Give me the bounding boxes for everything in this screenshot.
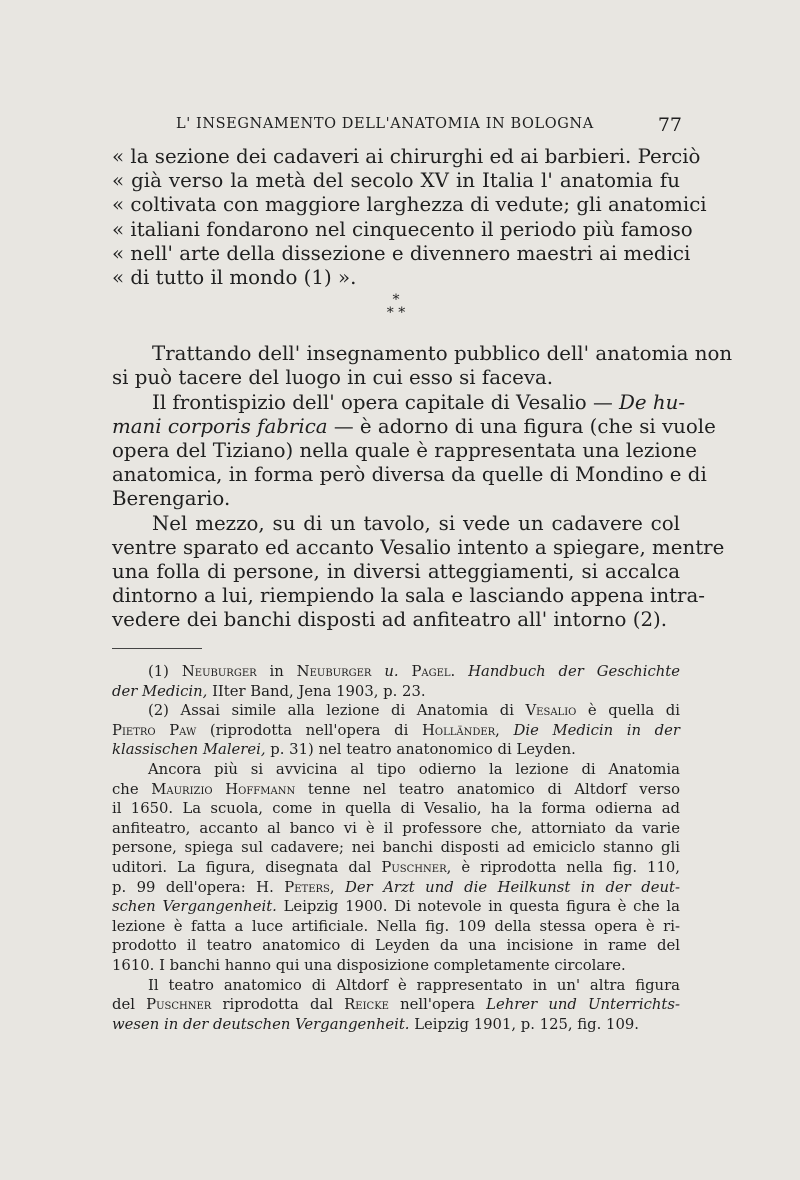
running-title: L' INSEGNAMENTO DELL'ANATOMIA IN BOLOGNA — [176, 116, 594, 132]
text-run: Assai simile alla lezione di Anatomia di — [180, 702, 514, 720]
italic-title: mani corporis fabrica — [112, 414, 328, 438]
author-name: Neuburger — [296, 663, 372, 680]
text-run: riprodotta dal — [222, 996, 333, 1014]
text-run: che — [112, 780, 139, 798]
quote-line: « di tutto il mondo (1) ». — [112, 266, 357, 290]
author-name: Reicke — [344, 996, 389, 1014]
italic-title: De hu- — [619, 390, 686, 414]
author-name: Maurizio Hoffmann — [151, 780, 296, 798]
book-title: Lehrer und Unterrichts- — [486, 996, 680, 1014]
footnote-line: anfiteatro, accanto al banco vi è il professore che, attorniato da varie — [112, 819, 680, 837]
paragraph-line: vedere dei banchi disposti ad anfiteatro all' intorno (2). — [112, 608, 668, 632]
text-run: — è adorno di una figura (che si vuole — [327, 414, 716, 438]
text-run: uditori. La figura, disegnata dal — [112, 858, 372, 876]
footnote-line — [112, 740, 680, 760]
quote-line: « la sezione dei cadaveri ai chirurghi ed ai barbieri. Perciò — [112, 145, 701, 168]
paragraph-line: una folla di persone, in diversi atteggiamenti, si accalca — [112, 560, 680, 584]
book-title: Der Arzt und die Heilkunst in der deut- — [345, 878, 680, 896]
footnote-line — [112, 995, 680, 1015]
asterism-bottom: * * — [386, 305, 406, 322]
quote-line: « già verso la metà del secolo XV in Italia l' anatomia fu — [112, 169, 680, 193]
text-run: in — [256, 663, 297, 680]
quote-line: « nell' arte della dissezione e divennero maestri ai medici — [112, 241, 691, 265]
page-number: 77 — [657, 114, 682, 136]
text-run: del — [112, 996, 135, 1014]
book-title: Die Medicin in der — [513, 721, 680, 739]
footnote-line: lezione è fatta a luce artificiale. Nella fig. 109 della stessa opera è ri- — [112, 917, 680, 935]
author-name: Puschner — [146, 996, 212, 1014]
author-name: Neuburger — [181, 663, 257, 680]
footnote-line: il 1650. La scuola, come in quella di Vesalio, ha la forma odierna ad — [112, 800, 680, 818]
footnotes — [112, 662, 680, 1034]
book-title: Handbuch der Geschichte — [468, 663, 680, 680]
footnote-line — [112, 1015, 680, 1035]
paragraph-line — [112, 414, 716, 439]
book-title: klassischen Malerei, — [112, 741, 266, 759]
footnote-line — [112, 701, 680, 721]
quote-line: « italiani fondarono nel cinquecento il periodo più famoso — [112, 217, 693, 241]
footnote-line — [112, 780, 680, 800]
main-text — [112, 145, 733, 633]
paragraph-line: Nel mezzo, su di un tavolo, si vede un cadavere col — [152, 511, 680, 535]
text-run: Leipzig 1901, p. 125, fig. 109. — [414, 1015, 639, 1033]
footnote-line — [112, 682, 680, 702]
text-run: nell'opera — [400, 996, 475, 1014]
book-title: der Medicin, — [112, 682, 208, 700]
text-run: p. 99 dell'opera: H. — [112, 878, 274, 896]
author-name: Pietro Paw — [112, 721, 197, 739]
footnote-line — [112, 878, 680, 898]
footnote-line: Il teatro anatomico di Altdorf è rappresentato in un' altra figura — [148, 976, 680, 994]
text-run: Leipzig 1900. Di notevole in questa figura è che la — [283, 898, 680, 916]
book-title: wesen in der deutschen Vergangenheit. — [112, 1015, 410, 1033]
text-run: Il frontispizio dell' opera capitale di Vesalio — — [152, 390, 620, 414]
author-name: Pagel. — [411, 663, 456, 680]
footnote-line: Ancora più si avvicina al tipo odierno la lezione di Anatomia — [148, 760, 680, 778]
quote-line: « coltivata con maggiore larghezza di vedute; gli anatomici — [112, 193, 707, 217]
author-name: Vesalio — [525, 702, 577, 720]
book-title: schen Vergangenheit. — [112, 898, 277, 916]
footnote-marker: (2) — [148, 702, 169, 720]
text-run: tenne nel teatro anatomico di Altdorf verso — [307, 780, 680, 798]
author-name: Holländer, — [421, 721, 500, 739]
text-run: p. 31) nel teatro anatonomico di Leyden. — [270, 741, 576, 759]
footnote-line — [112, 897, 680, 917]
author-name: Peters, — [284, 878, 335, 896]
paragraph-line: opera del Tiziano) nella quale è rappresentata una lezione — [112, 439, 698, 463]
text-run: u. — [384, 663, 399, 680]
paragraph-line: Trattando dell' insegnamento pubblico dell' anatomia non — [152, 342, 733, 366]
text-run: IIter Band, Jena 1903, p. 23. — [207, 682, 426, 700]
footnote-line: prodotto il teatro anatomico di Leyden da una incisione in rame del — [112, 937, 680, 955]
footnote-line — [112, 662, 680, 682]
footnote-marker: (1) — [148, 663, 169, 680]
paragraph-line: Berengario. — [112, 487, 231, 511]
author-name: Puschner, — [381, 858, 452, 876]
text-run: (riprodotta nell'opera di — [209, 721, 409, 739]
footnote-line: 1610. I banchi hanno qui una disposizione completamente circolare. — [112, 956, 626, 974]
footnote-rule — [112, 648, 202, 649]
paragraph-line: ventre sparato ed accanto Vesalio intento a spiegare, mentre — [112, 535, 725, 559]
text-run: è riprodotta nella fig. 110, — [461, 858, 680, 876]
footnote-line — [112, 858, 680, 878]
paragraph-line: si può tacere del luogo in cui esso si faceva. — [112, 366, 554, 390]
text-run: è quella di — [587, 702, 680, 720]
paragraph-line: dintorno a lui, riempiendo la sala e lasciando appena intra- — [112, 584, 705, 608]
footnote-line: persone, spiega sul cadavere; nei banchi disposti ad emiciclo stanno gli — [112, 839, 680, 857]
footnote-line — [112, 721, 680, 741]
asterism-top: * — [392, 292, 400, 309]
paragraph-line — [112, 390, 686, 415]
paragraph-line: anatomica, in forma però diversa da quelle di Mondino e di — [112, 463, 707, 487]
section-separator — [112, 290, 680, 342]
